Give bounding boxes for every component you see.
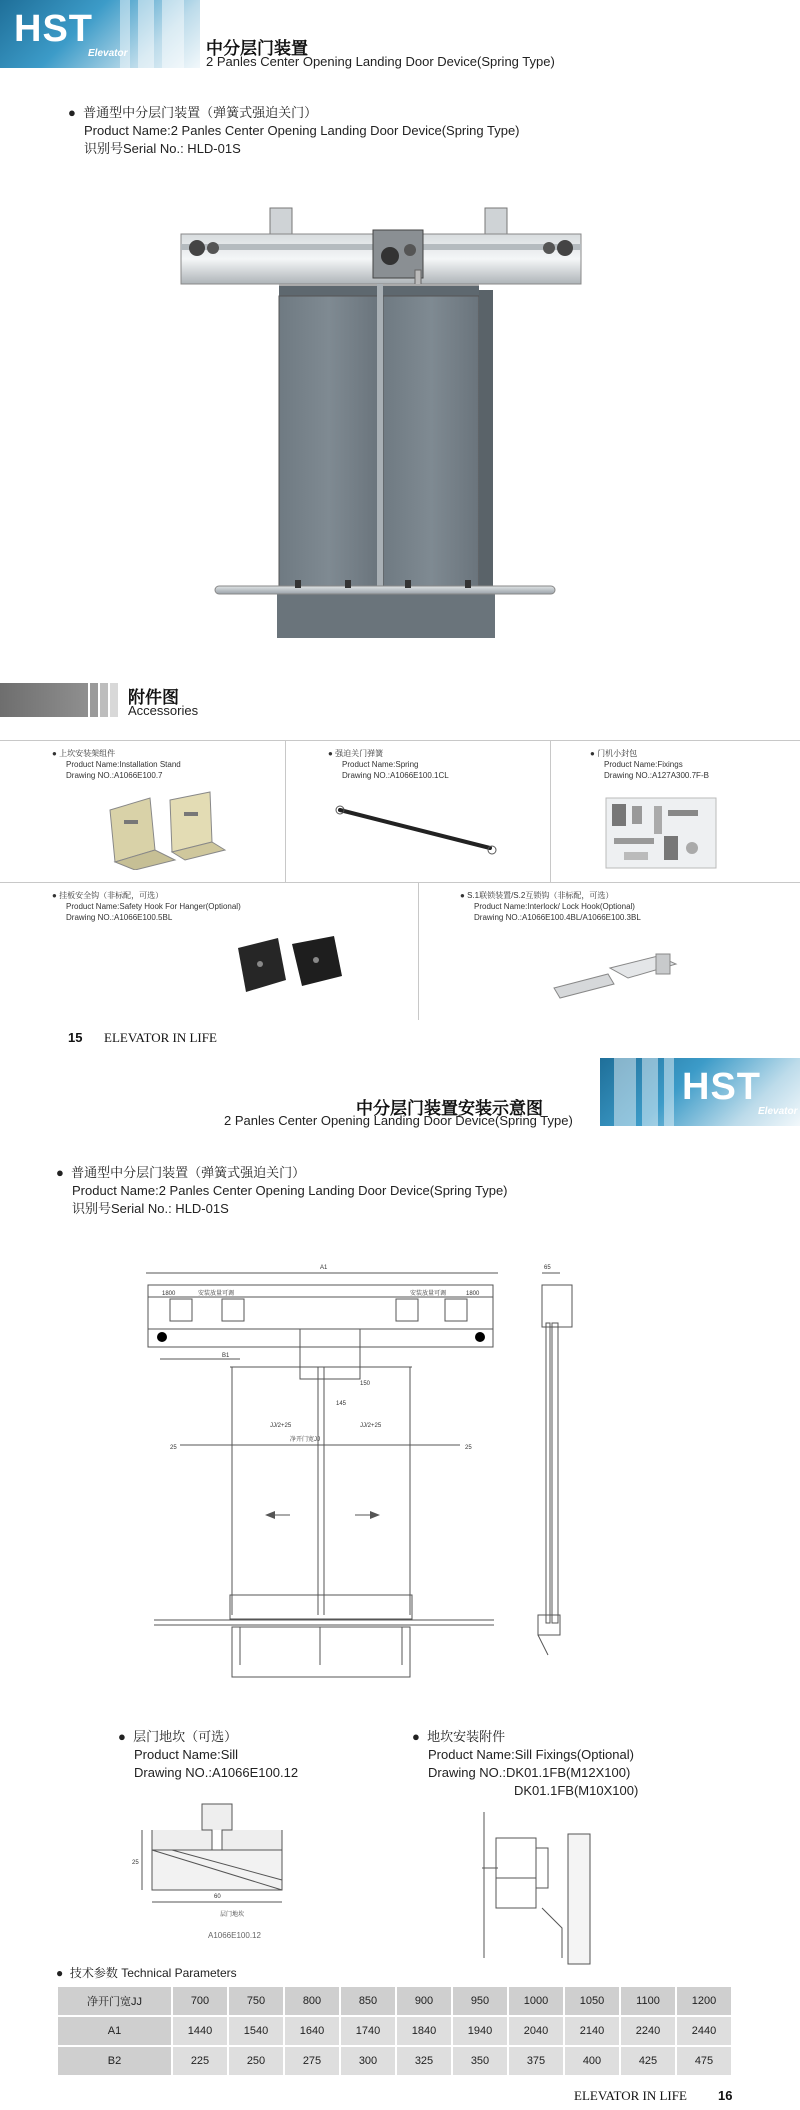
sill-fixings-line-name: Product Name:Sill Fixings(Optional) (428, 1747, 634, 1762)
params-title (56, 1964, 237, 1981)
product-info (56, 1164, 508, 1218)
accessory-cn: 强迫关门弹簧 (335, 749, 384, 758)
logo-text: HST (14, 8, 93, 50)
page-number: 15 (68, 1030, 83, 1045)
accessory-name: Product Name:Installation Stand (66, 760, 181, 769)
product-info (68, 104, 520, 158)
door-device-illustration (175, 200, 585, 645)
accessory-fixings (590, 748, 709, 781)
dim-side-65: 65 (544, 1265, 551, 1271)
technical-parameters-table (56, 1985, 733, 2077)
table-cell: 1000 (508, 1986, 564, 2016)
accessories-title-cn: 附件图 (128, 688, 179, 707)
dim-jj2-right: JJ/2+25 (360, 1423, 382, 1429)
table-cell: 350 (452, 2046, 508, 2076)
bullet-icon: ● (118, 1729, 126, 1744)
bullet-icon: ● (52, 749, 57, 758)
row-label: A1 (57, 2016, 172, 2046)
dim-1800-right: 1800 (466, 1291, 480, 1297)
accessories-bar (0, 683, 88, 717)
sill-line-drawing: Drawing NO.:A1066E100.12 (134, 1765, 299, 1780)
product-line-serial: 识别号Serial No.: HLD-01S (72, 1201, 229, 1216)
table-cell: 2240 (620, 2016, 676, 2046)
accessory-cn: S.1联锁装置/S.2互锁钩（非标配，可选） (467, 891, 614, 900)
sill-line-name: Product Name:Sill (134, 1747, 239, 1762)
page-number: 16 (718, 2088, 733, 2103)
table-cell: 950 (452, 1986, 508, 2016)
sill-caption: A1066E100.12 (208, 1931, 261, 1940)
table-cell: 700 (172, 1986, 228, 2016)
table-cell: 375 (508, 2046, 564, 2076)
accessory-safety-hook (52, 890, 241, 923)
sill-fixings-info (412, 1728, 638, 1800)
dim-jj2-left: JJ/2+25 (270, 1423, 292, 1429)
accessory-name: Product Name:Safety Hook For Hanger(Optional) (66, 902, 241, 911)
table-cell: 2040 (508, 2016, 564, 2046)
product-line-name: Product Name:2 Panles Center Opening Landing Door Device(Spring Type) (72, 1183, 508, 1198)
sill-fixings-line-cn: 地坎安装附件 (427, 1729, 506, 1744)
table-cell: 850 (340, 1986, 396, 2016)
table-cell: 1840 (396, 2016, 452, 2046)
row-label: 净开门宽JJ (57, 1986, 172, 2016)
accessories-title-en: Accessories (128, 703, 199, 718)
accessory-spring (328, 748, 449, 781)
bullet-icon: ● (56, 1966, 64, 1980)
dim-25-left: 25 (170, 1445, 177, 1451)
sill-fixings-line-drawing: Drawing NO.:DK01.1FB(M12X100) (428, 1765, 631, 1780)
grid-divider (285, 740, 286, 882)
accessory-cn: 上坎安装架组件 (59, 749, 116, 758)
bullet-icon: ● (68, 105, 76, 120)
table-row (57, 1986, 732, 2016)
installation-drawing (140, 1255, 600, 1695)
accessories-bar-stripe (90, 683, 98, 717)
grid-divider (0, 882, 800, 883)
dim-145: 145 (336, 1401, 347, 1407)
bracket-label-left: 安装放量可调 (198, 1291, 235, 1297)
footer-text: ELEVATOR IN LIFE (104, 1030, 217, 1045)
params-title-text: 技术参数 Technical Parameters (69, 1966, 237, 1980)
table-cell: 425 (620, 2046, 676, 2076)
accessories-bar-stripe (100, 683, 108, 717)
accessories-bar-stripe (110, 683, 118, 717)
bullet-icon: ● (460, 891, 465, 900)
dim-1800-left: 1800 (162, 1291, 176, 1297)
dim-25-right: 25 (465, 1445, 472, 1451)
accessory-drawing-no: Drawing NO.:A1066E100.7 (66, 771, 163, 780)
page-title-cn: 中分层门装置安装示意图 (356, 1099, 543, 1118)
hst-logo (0, 0, 200, 68)
table-cell: 1640 (284, 2016, 340, 2046)
table-cell: 300 (340, 2046, 396, 2076)
dim-150: 150 (360, 1381, 371, 1387)
accessory-drawing-no: Drawing NO.:A1066E100.4BL/A1066E100.3BL (474, 913, 641, 922)
accessory-name: Product Name:Interlock/ Lock Hook(Optional) (474, 902, 635, 911)
bullet-icon: ● (56, 1165, 64, 1180)
logo-text: HST (682, 1066, 761, 1108)
interlock-image (548, 950, 688, 1006)
dim-b1: B1 (222, 1353, 230, 1359)
accessory-interlock (460, 890, 641, 923)
sill-fixings-line-drawing2: DK01.1FB(M10X100) (514, 1783, 639, 1798)
dim-jj: 净开门宽JJ (290, 1437, 321, 1443)
sill-line-cn: 层门地坎（可选） (133, 1729, 238, 1744)
dim-a1: A1 (320, 1265, 328, 1271)
page-title-en: 2 Panles Center Opening Landing Door Device(Spring Type) (206, 54, 555, 69)
bullet-icon: ● (412, 1729, 420, 1744)
accessory-cn: 挂板安全钩（非标配，可选） (59, 891, 164, 900)
accessory-drawing-no: Drawing NO.:A1066E100.1CL (342, 771, 449, 780)
table-row (57, 2016, 732, 2046)
product-line-cn: 普通型中分层门装置（弹簧式强迫关门） (71, 1165, 306, 1180)
sill-dim-25: 25 (132, 1860, 139, 1866)
table-cell: 1200 (676, 1986, 732, 2016)
sill-fixings-drawing (472, 1808, 602, 1968)
footer-text: ELEVATOR IN LIFE (574, 2088, 687, 2103)
accessory-cn: 门机小封包 (597, 749, 638, 758)
sill-drawing (132, 1790, 292, 1955)
table-cell: 250 (228, 2046, 284, 2076)
accessory-name: Product Name:Fixings (604, 760, 683, 769)
bullet-icon: ● (328, 749, 333, 758)
fixings-image (604, 796, 718, 870)
table-row (57, 2046, 732, 2076)
table-cell: 1940 (452, 2016, 508, 2046)
table-cell: 1100 (620, 1986, 676, 2016)
page-title-en: 2 Panles Center Opening Landing Door Device(Spring Type) (224, 1113, 573, 1128)
table-cell: 2140 (564, 2016, 620, 2046)
table-cell: 800 (284, 1986, 340, 2016)
table-cell: 1540 (228, 2016, 284, 2046)
accessory-name: Product Name:Spring (342, 760, 419, 769)
sill-label: 层门地坎 (220, 1912, 245, 1918)
bullet-icon: ● (590, 749, 595, 758)
table-cell: 275 (284, 2046, 340, 2076)
product-line-name: Product Name:2 Panles Center Opening Landing Door Device(Spring Type) (84, 123, 520, 138)
grid-divider (550, 740, 551, 882)
table-cell: 1440 (172, 2016, 228, 2046)
accessory-installation-stand (52, 748, 181, 781)
table-cell: 400 (564, 2046, 620, 2076)
grid-divider (0, 740, 800, 741)
safety-hook-image (230, 930, 360, 1000)
logo-subtext: Elevator (758, 1106, 798, 1117)
bullet-icon: ● (52, 891, 57, 900)
grid-divider (418, 882, 419, 1020)
table-cell: 225 (172, 2046, 228, 2076)
installation-stand-image (100, 790, 230, 870)
spring-image (330, 800, 510, 860)
accessory-drawing-no: Drawing NO.:A127A300.7F-B (604, 771, 709, 780)
accessory-drawing-no: Drawing NO.:A1066E100.5BL (66, 913, 173, 922)
product-line-cn: 普通型中分层门装置（弹簧式强迫关门） (83, 105, 318, 120)
table-cell: 1050 (564, 1986, 620, 2016)
bracket-label-right: 安装放量可调 (410, 1291, 447, 1297)
table-cell: 750 (228, 1986, 284, 2016)
table-cell: 325 (396, 2046, 452, 2076)
table-cell: 475 (676, 2046, 732, 2076)
logo-subtext: Elevator (88, 48, 128, 59)
table-cell: 2440 (676, 2016, 732, 2046)
sill-info (118, 1728, 298, 1782)
table-cell: 900 (396, 1986, 452, 2016)
product-line-serial: 识别号Serial No.: HLD-01S (84, 141, 241, 156)
hst-logo (600, 1058, 800, 1126)
table-cell: 1740 (340, 2016, 396, 2046)
page-title-cn: 中分层门装置 (206, 39, 308, 58)
sill-dim-60: 60 (214, 1894, 221, 1900)
row-label: B2 (57, 2046, 172, 2076)
